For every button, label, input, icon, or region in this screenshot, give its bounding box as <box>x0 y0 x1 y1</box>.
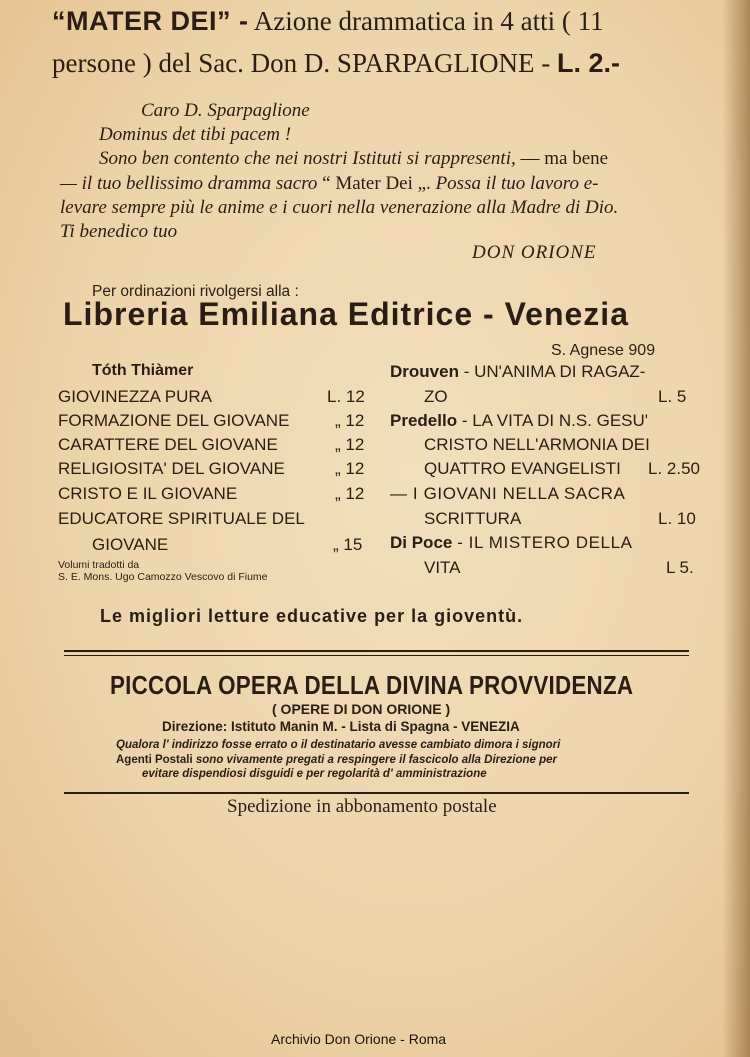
shipping-notice: Spedizione in abbonamento postale <box>227 796 497 817</box>
book-title: FORMAZIONE DEL GIOVANE <box>58 411 290 430</box>
play-title: MATER DEI <box>66 6 217 36</box>
translation-note-2: S. E. Mons. Ugo Camozzo Vescovo di Fiume <box>58 571 268 583</box>
author-predello: Predello <box>390 411 458 430</box>
title-quote-open: “ <box>52 6 66 36</box>
book-price: L. 2.50 <box>648 459 700 478</box>
author-toth: Tóth Thiàmer <box>92 362 194 379</box>
notice-line-2-rest: sono vivamente pregati a respingere il fascicolo alla Direzione per <box>195 754 557 766</box>
book-price: L. 12 <box>327 387 365 406</box>
book-title: EDUCATORE SPIRITUALE DEL <box>58 509 305 528</box>
book-title: GIOVANE <box>92 535 169 554</box>
letter-salutation: Caro D. Sparpaglione <box>141 100 310 121</box>
book-price: „ 12 <box>335 459 365 478</box>
orders-intro: Per ordinazioni rivolgersi alla : <box>92 283 299 300</box>
book-entry-predello <box>390 411 648 431</box>
opera-direzione <box>162 719 520 734</box>
book-title: ZO <box>424 387 448 406</box>
letter-line-4: Ti benedico tuo <box>60 221 178 242</box>
book-price: „ 12 <box>335 484 365 503</box>
book-price: L 5. <box>666 558 694 577</box>
book-title: - IL MISTERO DELLA <box>457 533 633 552</box>
book-price: L. 5 <box>658 387 687 406</box>
archive-footer: Archivio Don Orione - Roma <box>271 1031 447 1047</box>
direzione-address: Istituto Manin M. - Lista di Spagna - <box>231 719 458 734</box>
notice-line-1: Qualora l' indirizzo fosse errato o il destinatario avesse cambiato dimora i signori <box>116 739 561 751</box>
letter-line-1-roman: — ma bene <box>520 148 609 169</box>
title-quote-close: ” - <box>217 6 249 36</box>
book-title: VITA <box>424 558 461 577</box>
tagline: Le migliori letture educative per la gioventù. <box>100 606 524 626</box>
opera-title: PICCOLA OPERA DELLA DIVINA PROVVIDENZA <box>110 670 634 700</box>
book-title: GIOVINEZZA PURA <box>58 387 212 406</box>
divider-top <box>64 650 689 652</box>
letter-signature: DON ORIONE <box>472 242 597 263</box>
notice-line-2 <box>116 754 557 766</box>
title-description: Azione drammatica in 4 atti ( 11 <box>253 6 604 36</box>
letter-line-1 <box>99 147 608 172</box>
translation-note-1: Volumi tradotti da <box>58 559 140 571</box>
author-drouven: Drouven <box>390 362 459 381</box>
play-price: L. 2.- <box>556 48 620 78</box>
notice-line-3: evitare dispendiosi disguidi e per regolarità d' amministrazione <box>142 768 487 780</box>
book-title: CRISTO E IL GIOVANE <box>58 484 238 503</box>
author-dipoce: Di Poce <box>390 533 453 552</box>
opera-subtitle: ( OPERE DI DON ORIONE ) <box>272 701 451 717</box>
letter-line-1-italic: Sono ben contento che nei nostri Istituti si rappresenti, <box>99 148 516 169</box>
book-price: „ 15 <box>333 535 363 554</box>
letter-line-2-italic: — il tuo bellissimo dramma sacro <box>60 173 318 194</box>
title-line <box>52 6 604 37</box>
book-title: RELIGIOSITA' DEL GIOVANE <box>58 459 285 478</box>
book-price: „ 12 <box>335 411 365 430</box>
author-line: persone ) del Sac. Don D. SPARPAGLIONE - <box>52 48 551 78</box>
book-title: SCRITTURA <box>424 509 522 528</box>
book-price: „ 12 <box>335 435 365 454</box>
book-title: QUATTRO EVANGELISTI <box>424 459 621 478</box>
direzione-label: Direzione: <box>162 719 228 734</box>
direzione-city: VENEZIA <box>461 719 520 734</box>
book-title: CRISTO NELL'ARMONIA DEI <box>424 435 650 454</box>
letter-line-3: levare sempre più le anime e i cuori nella venerazione alla Madre di Dio. <box>60 197 619 218</box>
book-title: - LA VITA DI N.S. GESU' <box>461 411 649 430</box>
divider-bottom <box>64 792 689 794</box>
letter-line-2-roman: “ Mater Dei „. <box>322 173 431 194</box>
book-title: — I GIOVANI NELLA SACRA <box>390 484 626 503</box>
notice-agents: Agenti Postali <box>116 754 193 766</box>
publisher-address: S. Agnese 909 <box>551 342 656 359</box>
letter-line-2 <box>60 172 598 197</box>
publisher-name: Libreria Emiliana Editrice - Venezia <box>63 296 629 332</box>
book-title: CARATTERE DEL GIOVANE <box>58 435 278 454</box>
letter-line-2-italic-end: Possa il tuo lavoro e- <box>435 173 599 194</box>
page-edge-shadow <box>722 0 750 1057</box>
book-entry-dipoce <box>390 533 633 553</box>
divider-top-thin <box>64 655 689 656</box>
book-title: - UN'ANIMA DI RAGAZ- <box>463 362 646 381</box>
letter-blessing: Dominus det tibi pacem ! <box>99 124 292 145</box>
book-entry-drouven <box>390 362 645 382</box>
book-price: L. 10 <box>658 509 696 528</box>
title-line-2 <box>52 48 620 79</box>
